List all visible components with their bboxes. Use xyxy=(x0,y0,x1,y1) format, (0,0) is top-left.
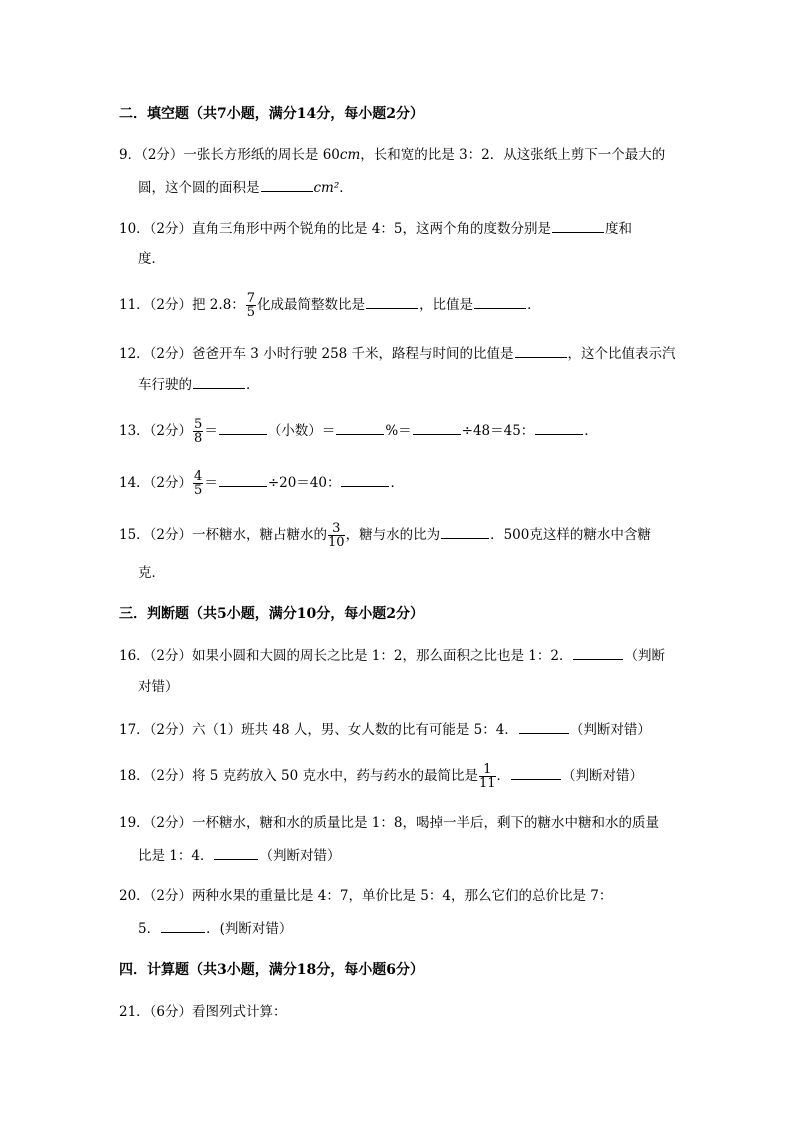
q10-line1 xyxy=(119,218,632,239)
q11-denominator: 5 xyxy=(246,305,256,320)
q13-fraction xyxy=(193,418,203,445)
q13-text-f: ． xyxy=(584,423,598,439)
q13-text-b: ＝ xyxy=(204,423,218,439)
q19-text-c: （判断对错） xyxy=(259,848,341,864)
q19-line1: 19．（2分）一杯糖水，糖和水的质量比是 1：8，喝掉一半后，剩下的糖水中糖和水的质量 xyxy=(119,815,659,831)
q15-text-c: ．500克这样的糖水中含糖 xyxy=(490,527,651,543)
q13-blank-1[interactable] xyxy=(219,420,267,435)
q10-text-b: 度和 xyxy=(605,221,632,237)
q14-text-a: 14．（2分） xyxy=(119,475,193,491)
q15-blank-1[interactable] xyxy=(441,524,489,539)
q12-blank-1[interactable] xyxy=(515,343,567,358)
q18-text-a: 18．（2分）将 5 克药放入 50 克水中，药与药水的最简比是 xyxy=(119,768,478,784)
q9-unit-cm2: cm² xyxy=(313,180,340,196)
q13-text-d: %＝ xyxy=(385,423,412,439)
q17-blank[interactable] xyxy=(519,719,569,734)
q12-line2 xyxy=(138,374,260,395)
q18-fraction xyxy=(479,763,496,790)
q20-line1: 20．（2分）两种水果的重量比是 4：7，单价比是 5：4，那么它们的总价比是 7： xyxy=(119,888,613,904)
q19-blank[interactable] xyxy=(214,845,258,860)
q11-text-d: ． xyxy=(527,297,541,313)
q20-text-c: ．(判断对错） xyxy=(206,921,293,937)
q9-text-a: 9．（2分）一张长方形纸的周长是 60 xyxy=(119,147,340,163)
q13-blank-3[interactable] xyxy=(413,420,461,435)
q9-line2 xyxy=(138,177,353,198)
q9-text-d: ． xyxy=(339,180,353,196)
q16-line1 xyxy=(119,645,665,666)
q13-numerator: 5 xyxy=(194,417,203,432)
q19-text-b: 比是 1：4． xyxy=(138,848,214,864)
q20-line2 xyxy=(138,918,292,939)
q13-line xyxy=(119,418,598,445)
q15-line1 xyxy=(119,522,651,549)
q9-line1 xyxy=(119,145,665,165)
q13-blank-4[interactable] xyxy=(535,420,583,435)
section-2-title: 二．填空题（共7小题，满分14分，每小题2分） xyxy=(119,106,424,122)
q17-text-a: 17．（2分）六（1）班共 48 人，男、女人数的比有可能是 5：4． xyxy=(119,722,518,738)
q10-blank[interactable] xyxy=(552,218,604,233)
q13-denominator: 8 xyxy=(194,431,203,446)
q11-blank-1[interactable] xyxy=(366,294,418,309)
q15-fraction xyxy=(328,522,345,549)
q12-text-a: 12．（2分）爸爸开车 3 小时行驶 258 千米，路程与时间的比值是 xyxy=(119,346,514,362)
q13-text-e: ÷48＝45： xyxy=(461,423,535,439)
q15-numerator: 3 xyxy=(328,522,345,536)
q14-text-d: ． xyxy=(390,475,404,491)
q11-fraction xyxy=(246,292,256,319)
q14-text-c: ÷20＝40： xyxy=(267,475,341,491)
q17-line xyxy=(119,719,651,740)
q16-blank[interactable] xyxy=(573,645,623,660)
q9-text-c: 圆，这个圆的面积是 xyxy=(138,180,260,196)
section-3-title: 三．判断题（共5小题，满分10分，每小题2分） xyxy=(119,606,424,622)
q18-text-b: ． xyxy=(496,768,510,784)
q15-denominator: 10 xyxy=(328,535,345,550)
q10-text-a: 10．（2分）直角三角形中两个锐角的比是 4：5，这两个角的度数分别是 xyxy=(119,221,551,237)
q17-text-b: （判断对错） xyxy=(569,722,651,738)
q14-line xyxy=(119,470,404,497)
q14-blank-1[interactable] xyxy=(219,472,267,487)
q14-fraction xyxy=(193,470,203,497)
q11-line xyxy=(119,292,541,319)
q20-text-b: 5． xyxy=(138,921,161,937)
q14-blank-2[interactable] xyxy=(341,472,389,487)
q14-numerator: 4 xyxy=(194,469,203,484)
q15-text-a: 15．（2分）一杯糖水，糖占糖水的 xyxy=(119,527,328,543)
q15-text-b: ，糖与水的比为 xyxy=(345,527,441,543)
q9-blank[interactable] xyxy=(261,177,313,192)
q14-text-b: ＝ xyxy=(204,475,218,491)
q18-line xyxy=(119,763,643,790)
section-4-title: 四．计算题（共3小题，满分18分，每小题6分） xyxy=(119,962,424,978)
q13-blank-2[interactable] xyxy=(336,420,384,435)
q21-line: 21．（6分）看图列式计算： xyxy=(119,1004,287,1020)
q9-unit-cm: cm xyxy=(339,147,361,163)
q16-line2: 对错） xyxy=(138,679,179,695)
q18-numerator: 1 xyxy=(479,763,496,777)
q12-text-b: ，这个比值表示汽 xyxy=(567,346,676,362)
q10-line2: 度． xyxy=(138,251,165,267)
q18-denominator: 11 xyxy=(478,776,496,791)
q13-text-c: （小数）＝ xyxy=(267,423,336,439)
q12-blank-2[interactable] xyxy=(193,374,245,389)
q11-numerator: 7 xyxy=(246,291,256,306)
q12-line1 xyxy=(119,343,676,364)
q12-text-d: ． xyxy=(246,377,260,393)
q16-text-a: 16．（2分）如果小圆和大圆的周长之比是 1：2，那么面积之比也是 1：2． xyxy=(119,648,573,664)
q11-text-a: 11．（2分）把 2.8： xyxy=(119,297,245,313)
q13-text-a: 13．（2分） xyxy=(119,423,193,439)
q12-text-c: 车行驶的 xyxy=(138,377,192,393)
q11-text-b: 化成最简整数比是 xyxy=(257,297,366,313)
q15-line2: 克． xyxy=(138,565,165,581)
q14-denominator: 5 xyxy=(194,483,203,498)
q16-text-b: （判断 xyxy=(624,648,665,664)
q18-blank[interactable] xyxy=(511,765,561,780)
q11-blank-2[interactable] xyxy=(474,294,526,309)
q19-line2 xyxy=(138,845,340,866)
q9-text-b: ，长和宽的比是 3：2．从这张纸上剪下一个最大的 xyxy=(360,147,666,163)
q20-blank[interactable] xyxy=(161,918,205,933)
q18-text-c: （判断对错） xyxy=(562,768,643,784)
q11-text-c: ，比值是 xyxy=(419,297,474,313)
